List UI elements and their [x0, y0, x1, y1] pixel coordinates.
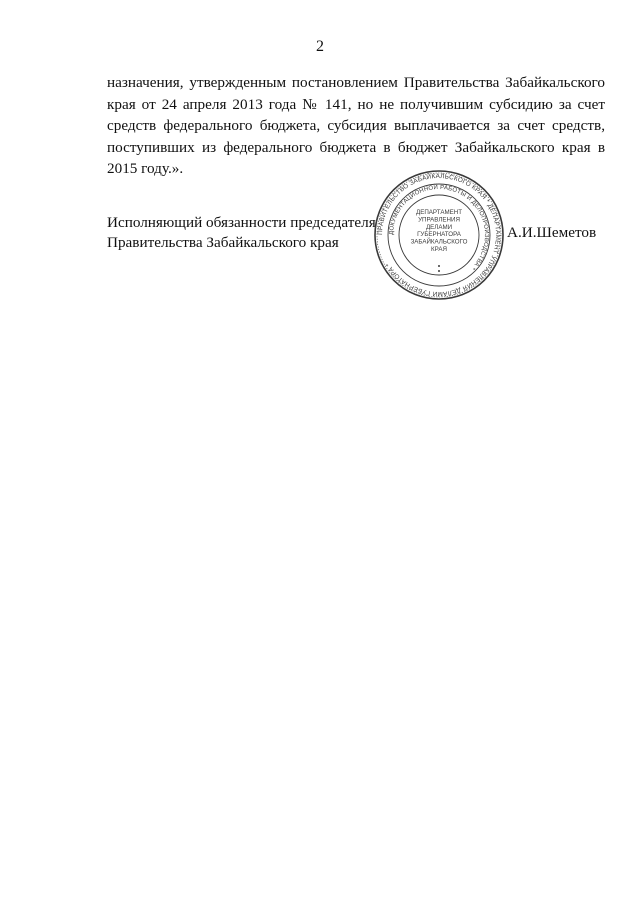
seal-center-line: КРАЯ [431, 246, 447, 253]
page-number: 2 [316, 38, 324, 55]
signatory-title [107, 213, 376, 253]
paragraph-line: поступивших из федерального бюджета в бюджет Забайкальского края в [107, 138, 605, 156]
seal-dot [438, 270, 440, 272]
seal-center-line: ЗАБАЙКАЛЬСКОГО [410, 238, 468, 246]
seal-dot [438, 265, 440, 267]
body-paragraph [107, 72, 605, 180]
seal-outer-text: ПРАВИТЕЛЬСТВО ЗАБАЙКАЛЬСКОГО КРАЯ * ДЕПАРТАМЕНТ УПРАВЛЕНИЯ ДЕЛАМИ ГУБЕРНАТОРА * [376, 172, 502, 298]
seal-center-line: ГУБЕРНАТОРА [417, 231, 461, 239]
seal-center-line: УПРАВЛЕНИЯ [418, 216, 460, 224]
seal-inner-text: ДОКУМЕНТАЦИОННОЙ РАБОТЫ И ДЕЛОПРОИЗВОДСТВА * [388, 184, 490, 271]
seal-center-line: ДЕЛАМИ [425, 223, 453, 231]
signatory-title-line: Исполняющий обязанности председателя [107, 214, 376, 231]
seal-center-line: ДЕПАРТАМЕНТ [416, 209, 462, 216]
paragraph-line: средств федерального бюджета, субсидия выплачивается за счет средств, [107, 117, 605, 134]
seal-center-text [411, 209, 468, 253]
signatory-name: А.И.Шеметов [507, 224, 597, 241]
paragraph-line: края от 24 апреля 2013 года № 141, но не получившим субсидию за счет [107, 95, 605, 113]
paragraph-line: 2015 году.». [107, 160, 184, 177]
official-seal-stamp [372, 168, 506, 302]
paragraph-line: назначения, утвержденным постановлением Правительства Забайкальского [107, 74, 605, 91]
signatory-title-line: Правительства Забайкальского края [107, 234, 339, 251]
